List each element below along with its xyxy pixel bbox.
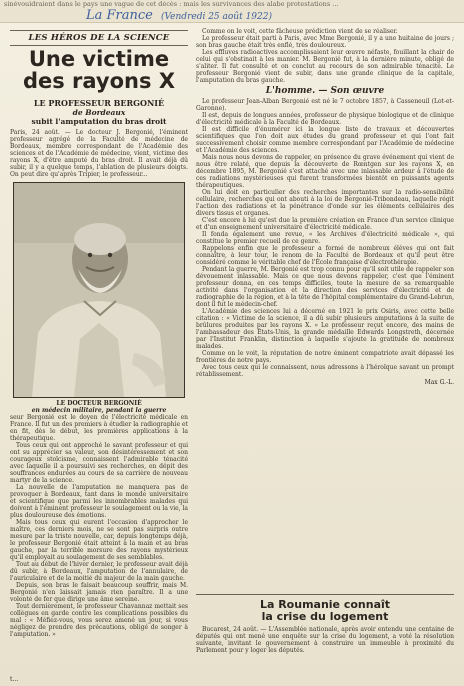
paragraph: On lui doit en particulier des recherches importantes sur la radio-sensibilité cellulaire, recherches qui ont abouti à la loi de Bergonié-Tribondeau, laquelle régit l'action des radiations et la pénétrance d'onde sur les éléments cellulaires des divers tissus et organes. [196, 189, 454, 217]
romania-headline [196, 599, 454, 623]
paragraph: Comme on le voit, cette fâcheuse prédiction vient de se réaliser. [202, 28, 398, 35]
photo-caption-title: LE DOCTEUR BERGONIÉ [56, 400, 142, 407]
paragraph: Rappelons enfin que le professeur a formé de nombreux élèves qui ont fait connaître, à leur tour, le renom de la Faculté de Bordeaux et qu'il peut être considéré comme le véritable chef de l'École française d'électrothérapie. [196, 245, 454, 266]
photo-caption-subtitle: en médecin militaire, pendant la guerre [31, 407, 167, 414]
paragraph: Il est, depuis de longues années, professeur de physique biologique et de clinique d'électricité médicale à la Faculté de Bordeaux. [196, 112, 454, 126]
portrait-photo [13, 182, 185, 398]
romania-paragraph: Bucarest, 24 août. — L'Assemblée nationale, après avoir entendu une centaine de députés qui ont mené une enquête sur la crise du logement, a voté la résolution suivante, invitant le gouvernement à construire un immeuble à proximité du Parlement pour y loger les députés. [196, 626, 454, 654]
paragraph: Tous ceux qui ont approché le savant professeur et qui ont su apprécier sa valeur, son désintéressement et son courageux stoïcisme, connaissent l'admirable ténacité avec laquelle il a poursuivi ses recherches, en dépit des souffrances endurées au cours de sa carrière de nouveau martyr de la science. [10, 442, 188, 484]
issue-date: (Vendredi 25 août 1922) [161, 12, 272, 22]
paragraph: Il fonda également une revue, « les Archives d'électricité médicale », qui constitue le premier recueil de ce genre. [196, 231, 454, 245]
paragraph: Pendant la guerre, M. Bergonié est trop connu pour qu'il soit utile de rappeler son dévouement inlassable. Mais ce que nous devons rappeler, c'est que l'éminent professeur donna, en ces temps difficiles, toute la mesure de sa remarquable activité dans l'organisation et la direction des services d'électricité et de radiographie de la région, et à la tête de l'hôpital complémentaire du Grand-Lebrun, dont il fut le médecin-chef. [196, 266, 454, 308]
paragraph: L'Académie des sciences lui a décerné en 1921 le prix Osiris, avec cette belle citation : « Victime de la science, il a dû subir plusieurs amputations à la suite de brûlures produites par les rayons X. » Le professeur reçut encore, des mains de l'ambassadeur des États-Unis, la grande médaille Edwards Longstreth, décernée par l'Institut Franklin, distinction à laquelle s'ajoute la gratitude de nombreux malades. [196, 308, 454, 350]
masthead [86, 8, 272, 23]
footer-fragment: t... [10, 676, 19, 683]
paragraph-intro: Paris, 24 août. — Le docteur J. Bergonié, l'éminent professeur agrégé de la Faculté de médecine de Bordeaux, membre correspondant de l'Académie des sciences et de l'Académie de médecine, vient, victime des rayons X, d'être amputé du bras droit. Il avait déjà dû subir, il y a quelque temps, l'ablation de plusieurs doigts. On peut dire qu'après Tripier, le professeur... [10, 129, 188, 178]
divider [10, 45, 188, 46]
portrait-image [14, 183, 184, 397]
paragraph: Comme on le voit, la réputation de notre éminent compatriote avait dépassé les frontières de notre pays. [196, 350, 454, 364]
paragraph: La nouvelle de l'amputation ne manquera pas de provoquer à Bordeaux, tant dans le monde universitaire et scientifique que parmi les innombrables malades qui doivent à l'éminent professeur le soulagement ou la vie, la plus douloureuse des émotions. [10, 484, 188, 519]
subheading-name: LE PROFESSEUR BERGONIÉ [33, 98, 165, 108]
author-signature: Max G.-L. [424, 379, 454, 386]
headline-line-2: des rayons X [22, 69, 176, 93]
left-column [10, 28, 188, 638]
newspaper-title: La France [86, 8, 153, 23]
section-kicker: LES HÉROS DE LA SCIENCE [28, 33, 170, 43]
paragraph: Tout dernièrement, le professeur Chavannaz mettait ses collègues en garde contre les complications possibles du mal : « Méfiez-vous, vous serez amené un jour, si vous négligez de prendre des précautions, obligé de songer à l'amputation. » [10, 603, 188, 638]
divider [10, 30, 188, 31]
paragraph: Mais nous nous devons de rappeler, en présence du grave événement qui vient de nous être relaté, que depuis la découverte de Rœntgen sur les rayons X, en décembre 1895, M. Bergonié s'est attaché avec une inlassable ardeur à l'étude de ces radiations mystérieuses qui furent transformées bientôt en puissants agents thérapeutiques. [196, 154, 454, 189]
previous-article-fragment: sinévouidraient dans le pays une vague de cet décès : mais les survivances des alabe protestations ... [4, 1, 339, 8]
paragraph: Le professeur Jean-Alban Bergonié est né le 7 octobre 1857, à Casseneuil (Lot-et-Garonne). [196, 98, 454, 112]
right-column [196, 28, 454, 386]
subheading-event: subit l'amputation du bras droit [31, 117, 167, 126]
paragraph: Depuis, son bras le faisait beaucoup souffrir, mais M. Bergonié n'en laissait jamais rien paraître. Il a une volonté de fer que dirige une âme sereine. [10, 582, 188, 603]
paragraph: seur Bergonié est le doyen de l'électricité médicale en France. Il fut un des premiers à étudier la radiographie et en fit, dès le début, les premières applications à la thérapeutique. [10, 414, 188, 442]
romania-headline-line-1: La Roumanie connaît [259, 598, 391, 611]
headline [10, 48, 188, 92]
subheading-city: de Bordeaux [72, 108, 126, 117]
romania-article [196, 594, 454, 681]
section-heading: L'homme. — Son œuvre [265, 86, 385, 96]
headline-line-1: Une victime [28, 47, 170, 71]
paragraph: Il est difficile d'énumérer ici la longue liste de travaux et découvertes scientifiques que l'on doit aux études du grand professeur et qui l'ont fait successivement choisir comme membre correspondant par l'Académie de médecine et l'Académie des sciences. [196, 126, 454, 154]
romania-headline-line-2: la crise du logement [261, 610, 389, 623]
paragraph: C'est encore à lui qu'est due la première création en France d'un service clinique et d'un enseignement universitaire d'électricité médicale. [196, 217, 454, 231]
paragraph: Tout au début de l'hiver dernier, le professeur avait déjà dû subir, à Bordeaux, l'amputation de l'annulaire, de l'auriculaire et de la moitié du majeur de la main gauche. [10, 561, 188, 582]
paragraph: Mais tous ceux qui eurent l'occasion d'approcher le maître, ces derniers mois, ne se sont pas surpris outre mesure par la triste nouvelle, car, depuis longtemps déjà, le professeur Bergonié était atteint à la main et au bras gauche, par la terrible morsure des rayons mystérieux qu'il employait au soulagement de ses semblables. [10, 519, 188, 561]
paragraph: Le professeur était parti à Paris, avec Mme Bergonié, il y a une huitaine de jours ; son bras gauche était très enflé, très douloureux. [196, 35, 454, 49]
top-strip [0, 0, 464, 23]
paragraph: Les effluves radioactives accomplissaient leur œuvre néfaste, fouillant la chair de celui qui s'obstinait à les manier. M. Bergonié fut, à la dernière minute, obligé de s'aliter. Il fut consulté et on conclut au recours de son admirable ténacité. Le professeur Bergonié vient de subir, dans une grande clinique de la capitale, l'amputation du bras gauche. [196, 49, 454, 84]
paragraph: Avec tous ceux qui le connaissent, nous adressons à l'héroïque savant un prompt rétablissement. [196, 364, 454, 378]
